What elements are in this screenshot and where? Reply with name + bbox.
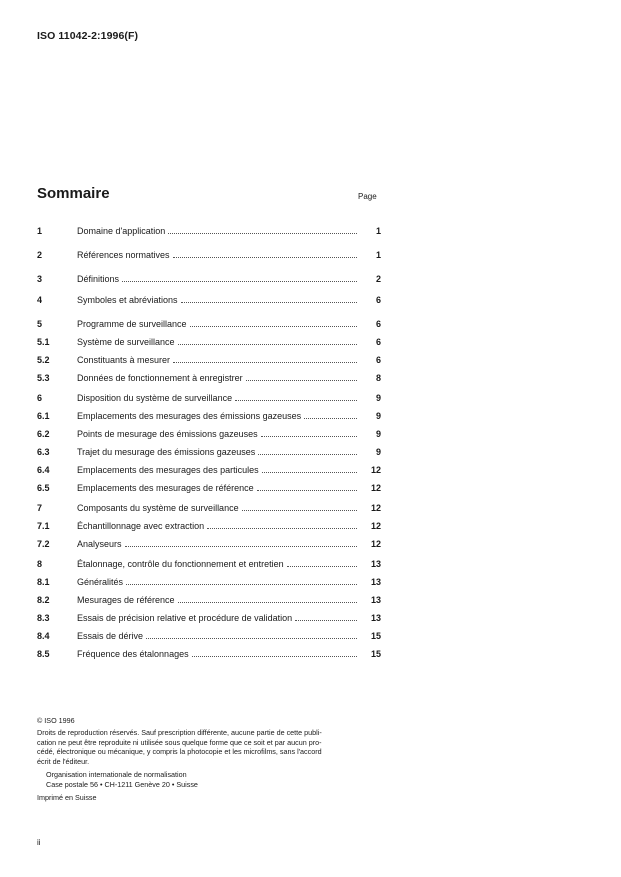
toc-entry	[37, 371, 381, 385]
toc-entry	[37, 519, 381, 533]
dot-leader	[126, 583, 357, 585]
dot-leader	[122, 280, 357, 282]
toc-entry-page: 13	[370, 559, 381, 569]
toc-entry	[37, 593, 381, 607]
toc-entry-page: 12	[370, 521, 381, 531]
page-number: ii	[37, 838, 41, 847]
toc-title: Sommaire	[37, 185, 110, 202]
toc-entry	[37, 272, 381, 286]
toc-entry-page: 12	[370, 465, 381, 475]
toc-entry-page: 13	[370, 613, 381, 623]
dot-leader	[295, 619, 357, 621]
toc-entry-number: 8.1	[37, 577, 50, 587]
dot-leader	[146, 637, 357, 639]
toc-entry	[37, 224, 381, 238]
toc-entry	[37, 481, 381, 495]
toc-entry	[37, 463, 381, 477]
toc-entry-number: 5.2	[37, 355, 50, 365]
dot-leader	[257, 489, 357, 491]
toc-entry-page: 15	[370, 649, 381, 659]
toc-entry	[37, 317, 381, 331]
toc-entry	[37, 557, 381, 571]
toc-entry-label: Symboles et abréviations	[77, 295, 178, 305]
toc-entry-number: 3	[37, 274, 43, 284]
toc-entry-label: Références normatives	[77, 250, 170, 260]
toc-entry-number: 8.3	[37, 613, 50, 623]
toc-entry-page: 15	[370, 631, 381, 641]
toc-entry-page: 9	[375, 393, 381, 403]
toc-entry-number: 5	[37, 319, 43, 329]
toc-entry-page: 6	[375, 337, 381, 347]
toc-entry	[37, 293, 381, 307]
toc-entry-label: Emplacements des mesurages des particules	[77, 465, 259, 475]
toc-entry-number: 5.3	[37, 373, 50, 383]
toc-entry-number: 8.4	[37, 631, 50, 641]
toc-entry-number: 7.2	[37, 539, 50, 549]
toc-entry	[37, 248, 381, 262]
toc-entry-number: 1	[37, 226, 43, 236]
toc-entry-label: Définitions	[77, 274, 120, 284]
toc-entry-page: 13	[370, 595, 381, 605]
toc-entry-label: Système de surveillance	[77, 337, 175, 347]
toc-entry	[37, 501, 381, 515]
toc-entry	[37, 427, 381, 441]
toc-entry-number: 5.1	[37, 337, 50, 347]
toc-entry-number: 8.5	[37, 649, 50, 659]
dot-leader	[246, 379, 357, 381]
rights-line-4: écrit de l'éditeur.	[37, 756, 90, 766]
toc-entry-label: Analyseurs	[77, 539, 122, 549]
toc-entry-label: Échantillonnage avec extraction	[77, 521, 205, 531]
dot-leader	[173, 256, 357, 258]
dot-leader	[168, 232, 357, 234]
dot-leader	[287, 565, 357, 567]
toc-entry-number: 7.1	[37, 521, 50, 531]
toc-entry-label: Points de mesurage des émissions gazeuses	[77, 429, 258, 439]
toc-entry-number: 4	[37, 295, 43, 305]
rights-line-1: Droits de reproduction réservés. Sauf prescription différente, aucune partie de cette publi-	[37, 728, 322, 737]
toc-entry-page: 2	[375, 274, 381, 284]
toc-entry-number: 6.4	[37, 465, 50, 475]
toc-entry-number: 6	[37, 393, 43, 403]
toc-entry-number: 2	[37, 250, 43, 260]
dot-leader	[181, 301, 357, 303]
toc-entry	[37, 409, 381, 423]
toc-entry	[37, 537, 381, 551]
toc-entry-page: 9	[375, 411, 381, 421]
toc-entry-number: 6.1	[37, 411, 50, 421]
dot-leader	[125, 545, 357, 547]
copyright-notice: © ISO 1996	[37, 716, 75, 725]
toc-entry	[37, 611, 381, 625]
dot-leader	[178, 601, 357, 603]
toc-entry-number: 8	[37, 559, 43, 569]
rights-line-3: cédé, électronique ou mécanique, y compris la photocopie et les microfilms, sans l'accord	[37, 747, 322, 756]
toc-entry-label: Fréquence des étalonnages	[77, 649, 189, 659]
toc-entry-page: 9	[375, 447, 381, 457]
dot-leader	[304, 417, 357, 419]
toc-entry-page: 6	[375, 295, 381, 305]
toc-entry-number: 6.5	[37, 483, 50, 493]
toc-entry	[37, 391, 381, 405]
toc-entry	[37, 335, 381, 349]
toc-entry-page: 13	[370, 577, 381, 587]
toc-entry-page: 12	[370, 539, 381, 549]
toc-entry-label: Emplacements des mesurages des émissions gazeuses	[77, 411, 302, 421]
toc-entry-label: Constituants à mesurer	[77, 355, 171, 365]
dot-leader	[207, 527, 357, 529]
toc-entry-page: 12	[370, 483, 381, 493]
toc-entry-page: 8	[375, 373, 381, 383]
toc-entry-label: Mesurages de référence	[77, 595, 175, 605]
toc-entry-page: 9	[375, 429, 381, 439]
toc-entry-label: Étalonnage, contrôle du fonctionnement et entretien	[77, 559, 284, 569]
dot-leader	[235, 399, 357, 401]
printed-in: Imprimé en Suisse	[37, 793, 97, 802]
toc-entry	[37, 445, 381, 459]
toc-entry-page: 12	[370, 503, 381, 513]
toc-entry-label: Essais de précision relative et procédure de validation	[77, 613, 293, 623]
toc-entry-number: 6.2	[37, 429, 50, 439]
toc-entry	[37, 629, 381, 643]
dot-leader	[173, 361, 357, 363]
organization-address: Case postale 56 • CH-1211 Genève 20 • Suisse	[46, 780, 198, 789]
dot-leader	[190, 325, 357, 327]
dot-leader	[261, 435, 357, 437]
toc-entry-label: Trajet du mesurage des émissions gazeuses	[77, 447, 256, 457]
toc-entry-label: Données de fonctionnement à enregistrer	[77, 373, 243, 383]
toc-entry-label: Composants du système de surveillance	[77, 503, 239, 513]
toc-entry-number: 7	[37, 503, 43, 513]
document-id: ISO 11042-2:1996(F)	[37, 30, 139, 42]
toc-entry-label: Essais de dérive	[77, 631, 144, 641]
toc-entry	[37, 353, 381, 367]
dot-leader	[258, 453, 357, 455]
dot-leader	[178, 343, 357, 345]
toc-entry-label: Emplacements des mesurages de référence	[77, 483, 254, 493]
toc-entry-page: 1	[375, 226, 381, 236]
toc-entry-page: 6	[375, 319, 381, 329]
dot-leader	[262, 471, 357, 473]
toc-entry-number: 6.3	[37, 447, 50, 457]
toc-entry-label: Généralités	[77, 577, 124, 587]
dot-leader	[242, 509, 357, 511]
rights-line-2: cation ne peut être reproduite ni utilisée sous quelque forme que ce soit et par aucun pro-	[37, 737, 322, 747]
toc-entry	[37, 575, 381, 589]
toc-entry-label: Disposition du système de surveillance	[77, 393, 233, 403]
toc-entry-page: 6	[375, 355, 381, 365]
toc-entry	[37, 647, 381, 661]
toc-entry-number: 8.2	[37, 595, 50, 605]
toc-entry-page: 1	[375, 250, 381, 260]
organization-name: Organisation internationale de normalisation	[46, 770, 187, 779]
toc-entry-label: Domaine d'application	[77, 226, 166, 236]
dot-leader	[192, 655, 357, 657]
page-column-label: Page	[358, 192, 377, 201]
toc-entry-label: Programme de surveillance	[77, 319, 187, 329]
